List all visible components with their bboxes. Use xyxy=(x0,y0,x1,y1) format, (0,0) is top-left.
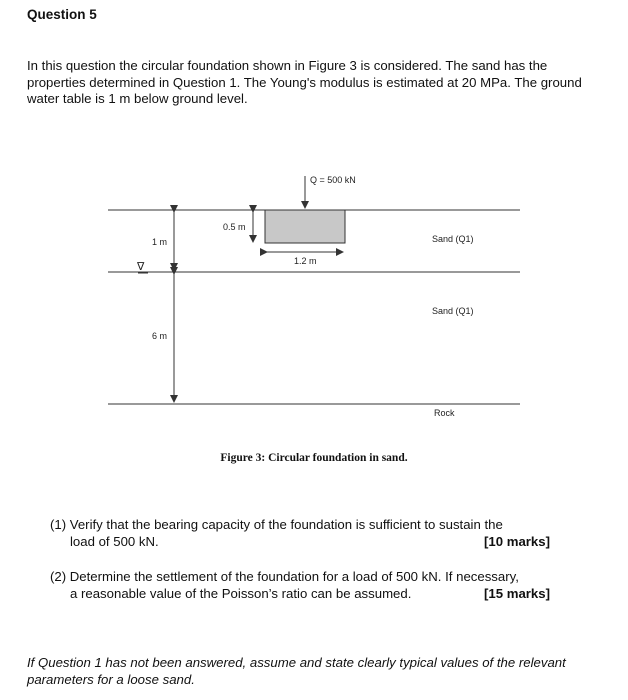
foundation-block xyxy=(265,210,345,243)
question-2-marks: [15 marks] xyxy=(484,585,550,601)
water-table-depth-label: 1 m xyxy=(152,237,168,247)
question-2-line1: (2) Determine the settlement of the foundation for a load of 500 kN. If necessary, xyxy=(50,569,519,584)
question-1-line1: (1) Verify that the bearing capacity of the foundation is sufficient to sustain the xyxy=(50,517,503,532)
load-label: Q = 500 kN xyxy=(310,175,356,185)
intro-paragraph: In this question the circular foundation shown in Figure 3 is considered. The sand has the properties determined in Question 1. The Young's modulus is estimated at 20 MPa. The ground water table is 1 m below ground level. xyxy=(27,58,582,106)
upper-layer-label: Sand (Q1) xyxy=(432,234,474,244)
layer-thickness-label: 6 m xyxy=(152,331,168,341)
water-table-icon: ∇ xyxy=(137,261,145,273)
width-label: 1.2 m xyxy=(294,256,317,266)
question-item-1 xyxy=(50,517,550,550)
question-item-2 xyxy=(50,569,550,602)
question-2-line2: a reasonable value of the Poisson’s ratio can be assumed. xyxy=(70,585,412,601)
assumption-note: If Question 1 has not been answered, assume and state clearly typical values of the relevant parameters for a loose sand. xyxy=(27,655,566,687)
lower-layer-label: Sand (Q1) xyxy=(432,306,474,316)
rock-label: Rock xyxy=(434,408,455,418)
question-1-line2: load of 500 kN. xyxy=(70,533,159,549)
figure-caption: Figure 3: Circular foundation in sand. xyxy=(220,452,408,464)
depth-label: 0.5 m xyxy=(223,222,246,232)
question-heading: Question 5 xyxy=(27,7,97,22)
question-1-marks: [10 marks] xyxy=(484,533,550,549)
